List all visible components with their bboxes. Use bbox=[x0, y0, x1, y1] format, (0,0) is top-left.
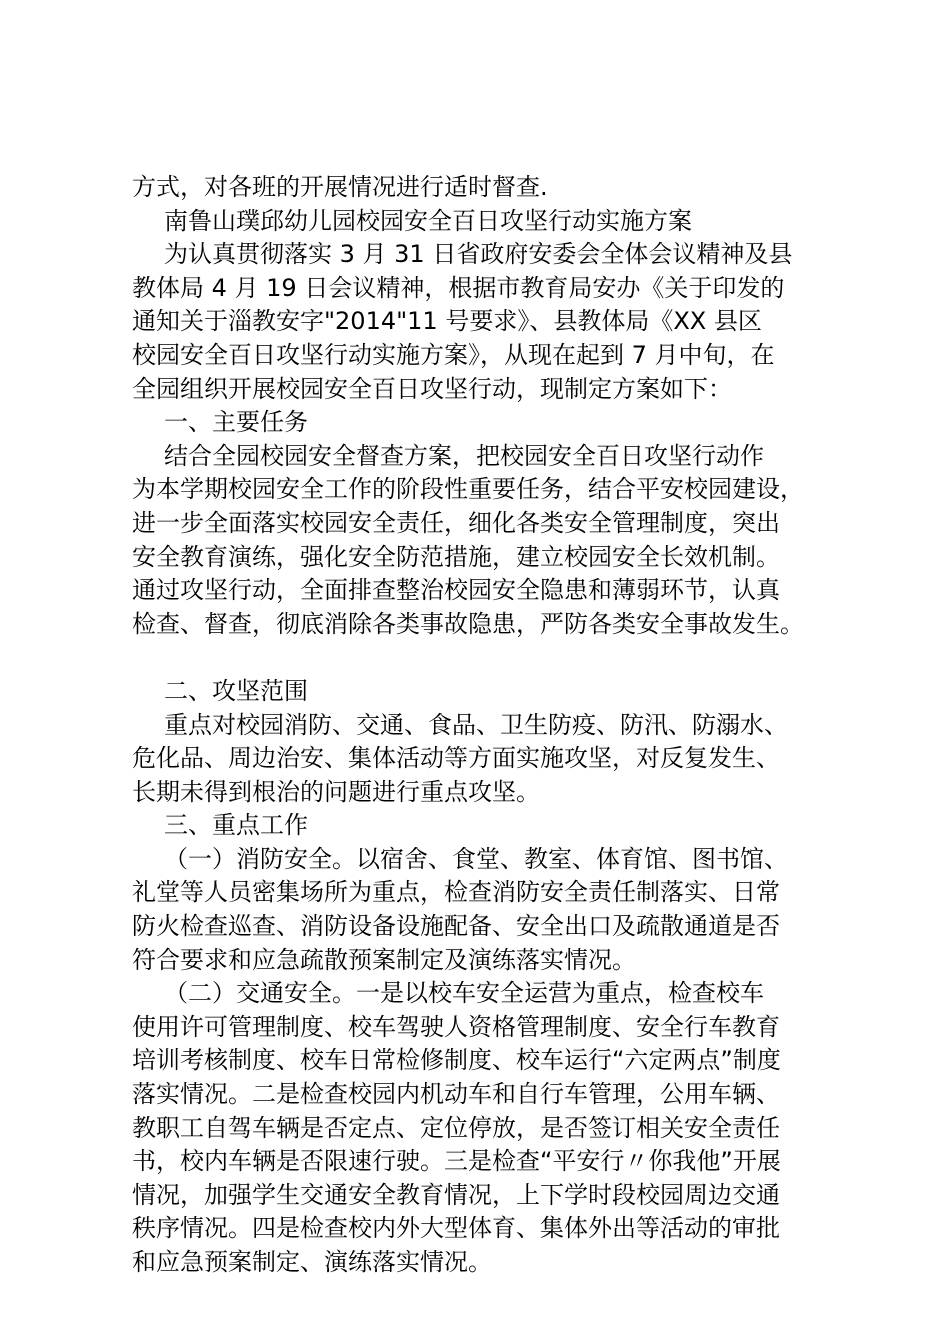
text-line: 为认真贯彻落实 3 月 31 日省政府安委会全体会议精神及县 bbox=[164, 240, 793, 269]
text-line: （二）交通安全。一是以校车安全运营为重点，检查校车 bbox=[164, 979, 764, 1008]
text-line: 进一步全面落实校园安全责任，细化各类安全管理制度，突出 bbox=[132, 508, 780, 537]
text-line: 危化品、周边治安、集体活动等方面实施攻坚，对反复发生、 bbox=[132, 744, 780, 773]
text-line: （一）消防安全。以宿舍、食堂、教室、体育馆、图书馆、 bbox=[164, 844, 788, 873]
paragraph-group-scope-and-work bbox=[132, 675, 852, 1280]
text-line: 落实情况。二是检查校园内机动车和自行车管理，公用车辆、 bbox=[132, 1080, 780, 1109]
text-line: 为本学期校园安全工作的阶段性重要任务，结合平安校园建设， bbox=[132, 475, 804, 504]
text-line: 教职工自驾车辆是否定点、定位停放，是否签订相关安全责任 bbox=[132, 1113, 780, 1142]
text-line: 方式，对各班的开展情况进行适时督查. bbox=[132, 173, 548, 201]
paragraph-group-tasks bbox=[132, 171, 852, 641]
text-line: 通过攻坚行动，全面排查整治校园安全隐患和薄弱环节，认真 bbox=[132, 576, 780, 605]
text-line: 一、主要任务 bbox=[164, 408, 308, 437]
text-line: 通知关于淄教安字"2014"11 号要求》、县教体局《XX 县区 bbox=[132, 307, 762, 336]
document-body bbox=[132, 171, 852, 1280]
blank-line bbox=[132, 641, 852, 675]
text-line: 情况，加强学生交通安全教育情况，上下学时段校园周边交通 bbox=[132, 1180, 780, 1209]
text-line: 防火检查巡查、消防设备设施配备、安全出口及疏散通道是否 bbox=[132, 912, 780, 941]
text-line: 使用许可管理制度、校车驾驶人资格管理制度、安全行车教育 bbox=[132, 1012, 780, 1041]
text-line: 二、攻坚范围 bbox=[164, 676, 308, 705]
text-line: 结合全园校园安全督查方案，把校园安全百日攻坚行动作 bbox=[164, 441, 764, 470]
text-line: 三、重点工作 bbox=[164, 811, 308, 840]
text-line: 检查、督查，彻底消除各类事故隐患，严防各类安全事故发生。 bbox=[132, 609, 804, 638]
text-line: 礼堂等人员密集场所为重点，检查消防安全责任制落实、日常 bbox=[132, 878, 780, 907]
text-line: 符合要求和应急疏散预案制定及演练落实情况。 bbox=[132, 945, 636, 974]
text-line: 和应急预案制定、演练落实情况。 bbox=[132, 1248, 492, 1276]
text-line: 校园安全百日攻坚行动实施方案》，从现在起到 7 月中旬，在 bbox=[132, 340, 775, 369]
text-line: 南鲁山璞邱幼儿园校园安全百日攻坚行动实施方案 bbox=[164, 206, 692, 235]
text-line: 长期未得到根治的问题进行重点攻坚。 bbox=[132, 777, 540, 806]
text-line: 培训考核制度、校车日常检修制度、校车运行“六定两点”制度 bbox=[132, 1046, 781, 1075]
text-line: 重点对校园消防、交通、食品、卫生防疫、防汛、防溺水、 bbox=[164, 710, 788, 739]
text-line: 安全教育演练，强化安全防范措施，建立校园安全长效机制。 bbox=[132, 542, 780, 571]
text-line: 教体局 4 月 19 日会议精神，根据市教育局安办《关于印发的 bbox=[132, 273, 785, 302]
text-line: 全园组织开展校园安全百日攻坚行动，现制定方案如下： bbox=[132, 374, 732, 403]
text-line: 书，校内车辆是否限速行驶。三是检查“平安行〃你我他”开展 bbox=[132, 1147, 781, 1176]
text-line: 秩序情况。四是检查校内外大型体育、集体外出等活动的审批 bbox=[132, 1214, 780, 1243]
